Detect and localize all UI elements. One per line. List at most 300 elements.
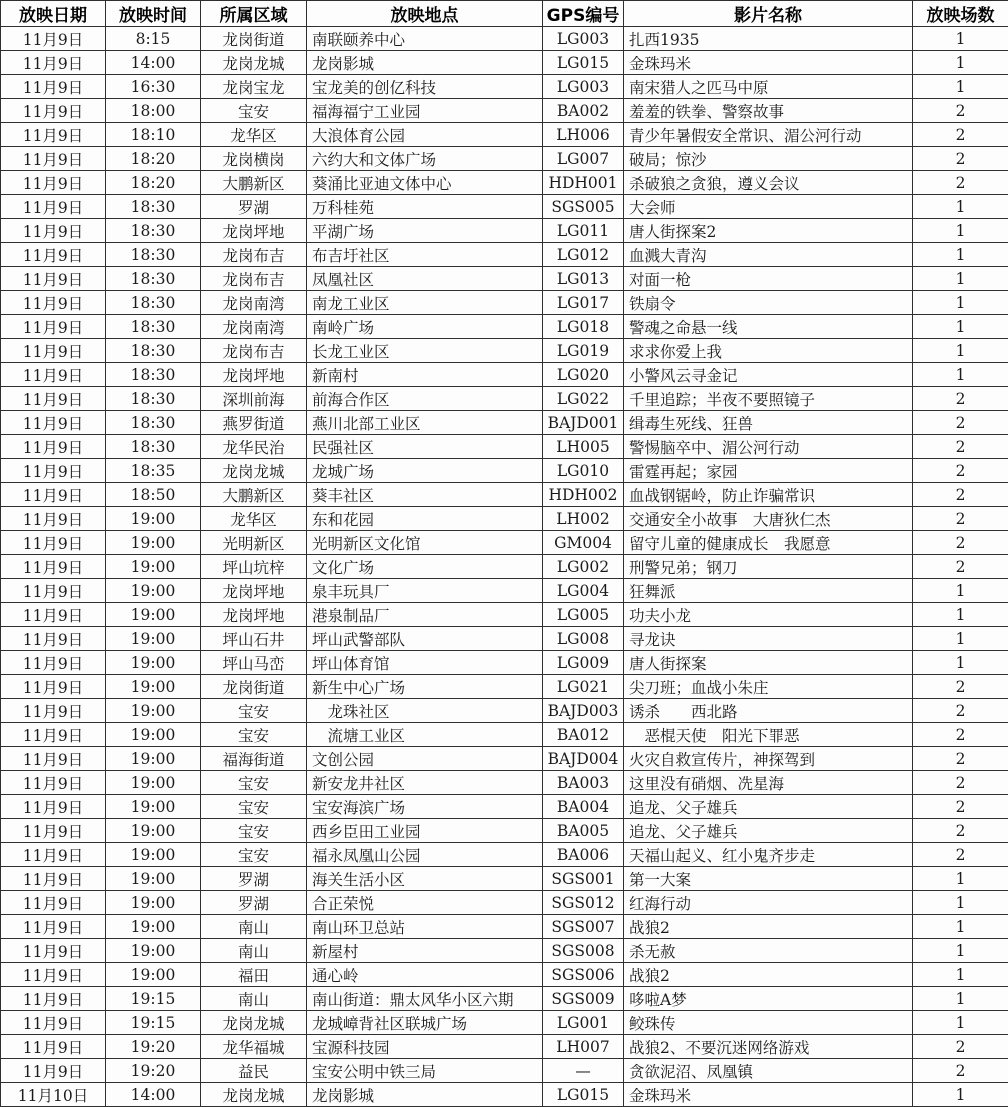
- cell-gps: SGS001: [543, 867, 624, 891]
- cell-film: 破局；惊沙: [624, 147, 913, 171]
- cell-district: 宝安: [201, 723, 307, 747]
- cell-district: 坪山石井: [201, 627, 307, 651]
- cell-date: 11月9日: [1, 939, 106, 963]
- cell-location: 龙岗影城: [307, 51, 543, 75]
- cell-date: 11月9日: [1, 51, 106, 75]
- cell-film: 第一大案: [624, 867, 913, 891]
- cell-count: 1: [913, 915, 1008, 939]
- cell-district: 龙岗龙城: [201, 1083, 307, 1107]
- cell-district: 坪山坑梓: [201, 555, 307, 579]
- cell-district: 龙华区: [201, 123, 307, 147]
- cell-count: 1: [913, 195, 1008, 219]
- cell-gps: BA003: [543, 771, 624, 795]
- table-row: [1, 1035, 1008, 1059]
- cell-film: 铁扇令: [624, 291, 913, 315]
- table-row: [1, 939, 1008, 963]
- cell-date: 11月9日: [1, 123, 106, 147]
- cell-count: 1: [913, 27, 1008, 51]
- cell-date: 11月9日: [1, 987, 106, 1011]
- cell-gps: HDH002: [543, 483, 624, 507]
- cell-time: 19:00: [106, 819, 201, 843]
- cell-location: 南岭广场: [307, 315, 543, 339]
- cell-count: 1: [913, 867, 1008, 891]
- cell-count: 2: [913, 675, 1008, 699]
- cell-gps: SGS012: [543, 891, 624, 915]
- cell-film: 留守儿童的健康成长 我愿意: [624, 531, 913, 555]
- cell-date: 11月9日: [1, 483, 106, 507]
- cell-count: 2: [913, 747, 1008, 771]
- table-row: [1, 819, 1008, 843]
- table-row: [1, 483, 1008, 507]
- cell-film: 尖刀班；血战小朱庄: [624, 675, 913, 699]
- table-row: [1, 363, 1008, 387]
- cell-film: 哆啦A梦: [624, 987, 913, 1011]
- cell-date: 11月9日: [1, 75, 106, 99]
- cell-count: 2: [913, 171, 1008, 195]
- cell-time: 19:00: [106, 771, 201, 795]
- cell-location: 宝龙美的创亿科技: [307, 75, 543, 99]
- table-row: [1, 723, 1008, 747]
- cell-time: 19:00: [106, 603, 201, 627]
- cell-date: 11月9日: [1, 747, 106, 771]
- cell-gps: LG001: [543, 1011, 624, 1035]
- cell-date: 11月9日: [1, 795, 106, 819]
- cell-time: 18:30: [106, 243, 201, 267]
- cell-gps: LG021: [543, 675, 624, 699]
- cell-gps: SGS006: [543, 963, 624, 987]
- cell-count: 1: [913, 1083, 1008, 1107]
- cell-district: 罗湖: [201, 195, 307, 219]
- cell-time: 19:00: [106, 915, 201, 939]
- cell-district: 龙岗布吉: [201, 339, 307, 363]
- cell-time: 19:15: [106, 987, 201, 1011]
- cell-date: 11月9日: [1, 363, 106, 387]
- cell-count: 2: [913, 795, 1008, 819]
- cell-location: 宝安海滨广场: [307, 795, 543, 819]
- cell-date: 11月9日: [1, 435, 106, 459]
- cell-time: 19:15: [106, 1011, 201, 1035]
- cell-time: 19:20: [106, 1035, 201, 1059]
- cell-count: 1: [913, 891, 1008, 915]
- cell-location: 光明新区文化馆: [307, 531, 543, 555]
- cell-time: 19:00: [106, 843, 201, 867]
- cell-time: 19:00: [106, 723, 201, 747]
- cell-location: 前海合作区: [307, 387, 543, 411]
- table-row: [1, 987, 1008, 1011]
- table-row: [1, 195, 1008, 219]
- table-row: [1, 651, 1008, 675]
- table-row: [1, 123, 1008, 147]
- cell-district: 龙岗龙城: [201, 459, 307, 483]
- cell-gps: LG017: [543, 291, 624, 315]
- cell-location: 文创公园: [307, 747, 543, 771]
- table-row: [1, 603, 1008, 627]
- cell-district: 深圳前海: [201, 387, 307, 411]
- cell-time: 19:00: [106, 579, 201, 603]
- cell-film: 火灾自救宣传片，神探驾到: [624, 747, 913, 771]
- table-row: [1, 219, 1008, 243]
- cell-count: 1: [913, 963, 1008, 987]
- table-row: [1, 339, 1008, 363]
- cell-time: 14:00: [106, 51, 201, 75]
- cell-date: 11月9日: [1, 171, 106, 195]
- cell-district: 大鹏新区: [201, 483, 307, 507]
- cell-district: 龙岗街道: [201, 675, 307, 699]
- cell-location: 通心岭: [307, 963, 543, 987]
- cell-count: 2: [913, 723, 1008, 747]
- cell-district: 宝安: [201, 819, 307, 843]
- cell-location: 龙岗影城: [307, 1083, 543, 1107]
- cell-district: 龙岗坪地: [201, 363, 307, 387]
- cell-film: 警魂之命悬一线: [624, 315, 913, 339]
- cell-film: 大会师: [624, 195, 913, 219]
- cell-date: 11月9日: [1, 915, 106, 939]
- table-row: [1, 915, 1008, 939]
- cell-gps: LG009: [543, 651, 624, 675]
- cell-count: 2: [913, 123, 1008, 147]
- cell-district: 宝安: [201, 771, 307, 795]
- cell-date: 11月9日: [1, 243, 106, 267]
- cell-location: 坪山体育馆: [307, 651, 543, 675]
- table-row: [1, 411, 1008, 435]
- cell-location: 东和花园: [307, 507, 543, 531]
- cell-gps: LH005: [543, 435, 624, 459]
- cell-location: 福永凤凰山公园: [307, 843, 543, 867]
- cell-time: 18:30: [106, 387, 201, 411]
- table-row: [1, 75, 1008, 99]
- cell-time: 18:30: [106, 435, 201, 459]
- cell-film: 南宋猎人之匹马中原: [624, 75, 913, 99]
- cell-location: 南山街道：鼎太风华小区六期: [307, 987, 543, 1011]
- cell-count: 2: [913, 699, 1008, 723]
- cell-date: 11月9日: [1, 579, 106, 603]
- cell-count: 2: [913, 771, 1008, 795]
- cell-count: 2: [913, 411, 1008, 435]
- table-row: [1, 675, 1008, 699]
- cell-date: 11月9日: [1, 99, 106, 123]
- cell-date: 11月9日: [1, 891, 106, 915]
- table-row: [1, 171, 1008, 195]
- cell-date: 11月9日: [1, 1035, 106, 1059]
- cell-time: 18:00: [106, 99, 201, 123]
- cell-time: 14:00: [106, 1083, 201, 1107]
- cell-district: 龙华福城: [201, 1035, 307, 1059]
- cell-count: 1: [913, 1011, 1008, 1035]
- cell-count: 1: [913, 651, 1008, 675]
- cell-film: 功夫小龙: [624, 603, 913, 627]
- table-row: [1, 555, 1008, 579]
- cell-gps: LG002: [543, 555, 624, 579]
- cell-date: 11月10日: [1, 1083, 106, 1107]
- cell-film: 警惕脑卒中、湄公河行动: [624, 435, 913, 459]
- cell-gps: HDH001: [543, 171, 624, 195]
- table-row: [1, 891, 1008, 915]
- table-row: [1, 747, 1008, 771]
- column-header-location: 放映地点: [307, 1, 543, 27]
- cell-count: 1: [913, 339, 1008, 363]
- cell-gps: LG004: [543, 579, 624, 603]
- cell-date: 11月9日: [1, 1011, 106, 1035]
- cell-time: 18:20: [106, 147, 201, 171]
- cell-district: 罗湖: [201, 867, 307, 891]
- cell-district: 益民: [201, 1059, 307, 1083]
- table-row: [1, 51, 1008, 75]
- cell-film: 鲛珠传: [624, 1011, 913, 1035]
- cell-gps: LG022: [543, 387, 624, 411]
- cell-gps: LG005: [543, 603, 624, 627]
- cell-date: 11月9日: [1, 531, 106, 555]
- cell-count: 2: [913, 1059, 1008, 1083]
- cell-time: 19:20: [106, 1059, 201, 1083]
- cell-film: 扎西1935: [624, 27, 913, 51]
- cell-gps: BAJD001: [543, 411, 624, 435]
- cell-location: 泉丰玩具厂: [307, 579, 543, 603]
- cell-gps: LG011: [543, 219, 624, 243]
- cell-time: 18:30: [106, 219, 201, 243]
- table-row: [1, 267, 1008, 291]
- cell-location: 龙城嶂背社区联城广场: [307, 1011, 543, 1035]
- table-row: [1, 459, 1008, 483]
- cell-film: 诱杀 西北路: [624, 699, 913, 723]
- table-row: [1, 699, 1008, 723]
- column-header-date: 放映日期: [1, 1, 106, 27]
- cell-count: 2: [913, 459, 1008, 483]
- column-header-film: 影片名称: [624, 1, 913, 27]
- cell-time: 19:00: [106, 651, 201, 675]
- cell-location: 福海福宁工业园: [307, 99, 543, 123]
- cell-time: 19:00: [106, 891, 201, 915]
- cell-date: 11月9日: [1, 147, 106, 171]
- cell-count: 1: [913, 291, 1008, 315]
- cell-location: 西乡臣田工业园: [307, 819, 543, 843]
- cell-film: 血溅大青沟: [624, 243, 913, 267]
- cell-film: 血战钢锯岭，防止诈骗常识: [624, 483, 913, 507]
- cell-count: 2: [913, 1035, 1008, 1059]
- table-row: [1, 243, 1008, 267]
- cell-district: 宝安: [201, 99, 307, 123]
- table-row: [1, 1059, 1008, 1083]
- cell-time: 19:00: [106, 627, 201, 651]
- table-row: [1, 147, 1008, 171]
- cell-gps: SGS005: [543, 195, 624, 219]
- cell-location: 新屋村: [307, 939, 543, 963]
- cell-district: 龙岗宝龙: [201, 75, 307, 99]
- cell-district: 宝安: [201, 843, 307, 867]
- cell-gps: —: [543, 1059, 624, 1083]
- cell-date: 11月9日: [1, 699, 106, 723]
- table-row: [1, 99, 1008, 123]
- cell-location: 布吉圩社区: [307, 243, 543, 267]
- cell-district: 龙岗南湾: [201, 291, 307, 315]
- cell-location: 南联颐养中心: [307, 27, 543, 51]
- cell-date: 11月9日: [1, 315, 106, 339]
- table-row: [1, 1011, 1008, 1035]
- cell-gps: LG020: [543, 363, 624, 387]
- cell-district: 龙岗街道: [201, 27, 307, 51]
- cell-district: 龙岗布吉: [201, 243, 307, 267]
- table-body: [1, 27, 1008, 1107]
- cell-time: 19:00: [106, 699, 201, 723]
- cell-time: 19:00: [106, 795, 201, 819]
- cell-gps: LG007: [543, 147, 624, 171]
- cell-gps: LH002: [543, 507, 624, 531]
- cell-count: 2: [913, 147, 1008, 171]
- table-row: [1, 387, 1008, 411]
- cell-gps: LG015: [543, 51, 624, 75]
- cell-location: 凤凰社区: [307, 267, 543, 291]
- cell-time: 18:30: [106, 315, 201, 339]
- cell-time: 18:30: [106, 411, 201, 435]
- table-row: [1, 315, 1008, 339]
- cell-date: 11月9日: [1, 219, 106, 243]
- cell-time: 16:30: [106, 75, 201, 99]
- column-header-time: 放映时间: [106, 1, 201, 27]
- cell-time: 19:00: [106, 963, 201, 987]
- cell-date: 11月9日: [1, 459, 106, 483]
- cell-gps: SGS008: [543, 939, 624, 963]
- table-row: [1, 627, 1008, 651]
- cell-district: 罗湖: [201, 891, 307, 915]
- cell-time: 19:00: [106, 507, 201, 531]
- cell-date: 11月9日: [1, 675, 106, 699]
- cell-count: 1: [913, 987, 1008, 1011]
- cell-district: 福田: [201, 963, 307, 987]
- table-row: [1, 795, 1008, 819]
- cell-film: 贪欲泥沼、凤凰镇: [624, 1059, 913, 1083]
- cell-gps: LG008: [543, 627, 624, 651]
- cell-film: 寻龙诀: [624, 627, 913, 651]
- cell-district: 宝安: [201, 699, 307, 723]
- cell-gps: BA004: [543, 795, 624, 819]
- cell-date: 11月9日: [1, 291, 106, 315]
- cell-date: 11月9日: [1, 843, 106, 867]
- cell-district: 燕罗街道: [201, 411, 307, 435]
- cell-district: 龙华民治: [201, 435, 307, 459]
- cell-gps: LG010: [543, 459, 624, 483]
- cell-district: 龙岗坪地: [201, 219, 307, 243]
- cell-time: 18:30: [106, 363, 201, 387]
- cell-location: 文化广场: [307, 555, 543, 579]
- cell-time: 18:10: [106, 123, 201, 147]
- table-row: [1, 579, 1008, 603]
- cell-gps: LG019: [543, 339, 624, 363]
- table-row: [1, 843, 1008, 867]
- cell-location: 港泉制品厂: [307, 603, 543, 627]
- cell-location: 南山环卫总站: [307, 915, 543, 939]
- cell-district: 南山: [201, 939, 307, 963]
- table-header: [1, 1, 1008, 27]
- cell-district: 光明新区: [201, 531, 307, 555]
- cell-district: 南山: [201, 915, 307, 939]
- cell-date: 11月9日: [1, 867, 106, 891]
- cell-count: 1: [913, 75, 1008, 99]
- cell-film: 战狼2: [624, 963, 913, 987]
- cell-district: 南山: [201, 987, 307, 1011]
- cell-location: 燕川北部工业区: [307, 411, 543, 435]
- cell-film: 天福山起义、红小鬼齐步走: [624, 843, 913, 867]
- cell-count: 1: [913, 939, 1008, 963]
- cell-count: 1: [913, 243, 1008, 267]
- cell-gps: LG012: [543, 243, 624, 267]
- cell-gps: LG003: [543, 75, 624, 99]
- cell-location: 宝源科技园: [307, 1035, 543, 1059]
- cell-film: 小警风云寻金记: [624, 363, 913, 387]
- cell-district: 龙岗横岗: [201, 147, 307, 171]
- table-row: [1, 435, 1008, 459]
- cell-district: 坪山马峦: [201, 651, 307, 675]
- cell-gps: LG013: [543, 267, 624, 291]
- cell-date: 11月9日: [1, 507, 106, 531]
- cell-district: 大鹏新区: [201, 171, 307, 195]
- cell-film: 青少年暑假安全常识、湄公河行动: [624, 123, 913, 147]
- cell-location: 坪山武警部队: [307, 627, 543, 651]
- cell-count: 2: [913, 843, 1008, 867]
- cell-gps: GM004: [543, 531, 624, 555]
- cell-district: 龙华区: [201, 507, 307, 531]
- table-row: [1, 291, 1008, 315]
- cell-film: 战狼2、不要沉迷网络游戏: [624, 1035, 913, 1059]
- cell-date: 11月9日: [1, 555, 106, 579]
- cell-location: 平湖广场: [307, 219, 543, 243]
- cell-date: 11月9日: [1, 819, 106, 843]
- table-row: [1, 27, 1008, 51]
- cell-gps: LG018: [543, 315, 624, 339]
- cell-time: 18:30: [106, 339, 201, 363]
- cell-time: 19:00: [106, 555, 201, 579]
- cell-district: 宝安: [201, 795, 307, 819]
- cell-film: 恶棍天使 阳光下罪恶: [624, 723, 913, 747]
- cell-date: 11月9日: [1, 1059, 106, 1083]
- cell-gps: SGS009: [543, 987, 624, 1011]
- cell-date: 11月9日: [1, 267, 106, 291]
- cell-location: 龙城广场: [307, 459, 543, 483]
- cell-gps: LH007: [543, 1035, 624, 1059]
- cell-time: 18:30: [106, 291, 201, 315]
- column-header-district: 所属区域: [201, 1, 307, 27]
- cell-date: 11月9日: [1, 411, 106, 435]
- cell-gps: LG015: [543, 1083, 624, 1107]
- cell-film: 求求你爱上我: [624, 339, 913, 363]
- cell-district: 龙岗坪地: [201, 579, 307, 603]
- cell-gps: BA005: [543, 819, 624, 843]
- cell-district: 龙岗南湾: [201, 315, 307, 339]
- cell-film: 金珠玛米: [624, 51, 913, 75]
- cell-film: 羞羞的铁拳、警察故事: [624, 99, 913, 123]
- cell-film: 缉毒生死线、狂兽: [624, 411, 913, 435]
- table-row: [1, 867, 1008, 891]
- cell-film: 唐人街探案: [624, 651, 913, 675]
- table-row: [1, 771, 1008, 795]
- cell-time: 18:50: [106, 483, 201, 507]
- cell-film: 追龙、父子雄兵: [624, 795, 913, 819]
- column-header-count: 放映场数: [913, 1, 1008, 27]
- cell-district: 龙岗坪地: [201, 603, 307, 627]
- cell-film: 杀破狼之贪狼，遵义会议: [624, 171, 913, 195]
- table-row: [1, 1083, 1008, 1107]
- cell-count: 1: [913, 603, 1008, 627]
- cell-location: 大浪体育公园: [307, 123, 543, 147]
- cell-gps: BA002: [543, 99, 624, 123]
- cell-location: 南龙工业区: [307, 291, 543, 315]
- cell-count: 2: [913, 555, 1008, 579]
- cell-film: 对面一枪: [624, 267, 913, 291]
- cell-count: 2: [913, 819, 1008, 843]
- cell-film: 红海行动: [624, 891, 913, 915]
- cell-film: 千里追踪；半夜不要照镜子: [624, 387, 913, 411]
- cell-count: 1: [913, 579, 1008, 603]
- cell-date: 11月9日: [1, 723, 106, 747]
- cell-date: 11月9日: [1, 603, 106, 627]
